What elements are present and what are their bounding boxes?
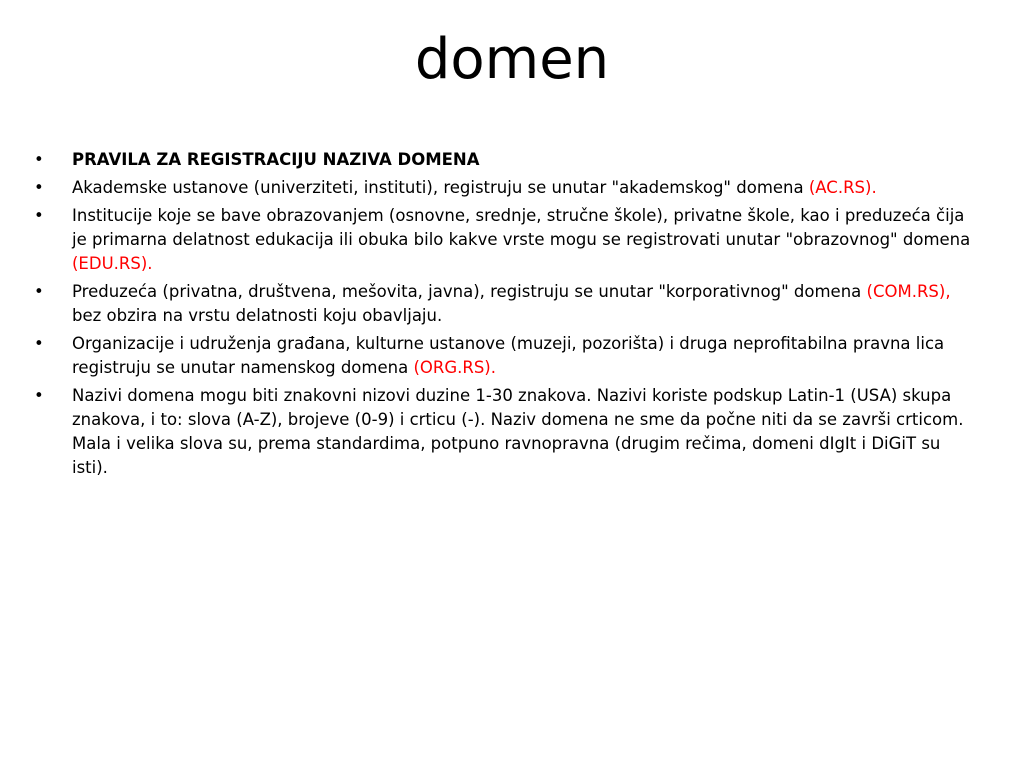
bullet-item-corporate: [34, 280, 972, 328]
domain-highlight-edu-rs: (EDU.RS).: [72, 254, 153, 273]
bullet-item-academic: [34, 176, 972, 200]
bullet-text: Organizacije i udruženja građana, kulturne ustanove (muzeji, pozorišta) i druga neprofitabilna pravna lica registruju se unutar namenskog domena: [72, 334, 945, 377]
bullet-icon: •: [34, 282, 44, 301]
bullet-text: Nazivi domena mogu biti znakovni nizovi duzine 1-30 znakova. Nazivi koriste podskup Latin-1 (USA) skupa znakova, i to: slova (A-Z), brojeve (0-9) i crticu (-). Naziv domena ne sme da počne niti da se završi crticom. Mala i velika slova su, prema standardima, potpuno ravnopravna (drugim rečima, domeni dIgIt i DiGiT su isti).: [72, 386, 964, 477]
domain-highlight-com-rs: (COM.RS),: [866, 282, 951, 301]
slide-title: domen: [414, 27, 610, 92]
bullet-icon: •: [34, 386, 44, 405]
bullet-icon: •: [34, 334, 44, 353]
bullet-text: Akademske ustanove (univerziteti, instituti), registruju se unutar "akademskog" domena: [72, 178, 809, 197]
bullet-item-heading: [34, 148, 972, 172]
bullet-icon: •: [34, 206, 44, 225]
bullet-icon: •: [34, 178, 44, 197]
bullet-text-after: bez obzira na vrstu delatnosti koju obavljaju.: [72, 306, 443, 325]
bullet-item-education: [34, 204, 972, 276]
domain-highlight-org-rs: (ORG.RS).: [413, 358, 496, 377]
bullet-icon: •: [34, 150, 44, 169]
bullet-list: [34, 148, 972, 484]
bullet-item-naming-rules: [34, 384, 972, 480]
bullet-text: Institucije koje se bave obrazovanjem (osnovne, srednje, stručne škole), privatne škole, kao i preduzeća čija je primarna delatnost edukacija ili obuka bilo kakve vrste mogu se registrovati unutar "obrazovnog" domena: [72, 206, 971, 249]
bullet-item-organizations: [34, 332, 972, 380]
domain-highlight-ac-rs: (AC.RS).: [808, 178, 877, 197]
bullet-text: PRAVILA ZA REGISTRACIJU NAZIVA DOMENA: [72, 150, 480, 169]
bullet-text: Preduzeća (privatna, društvena, mešovita, javna), registruju se unutar "korporativnog" domena: [72, 282, 867, 301]
